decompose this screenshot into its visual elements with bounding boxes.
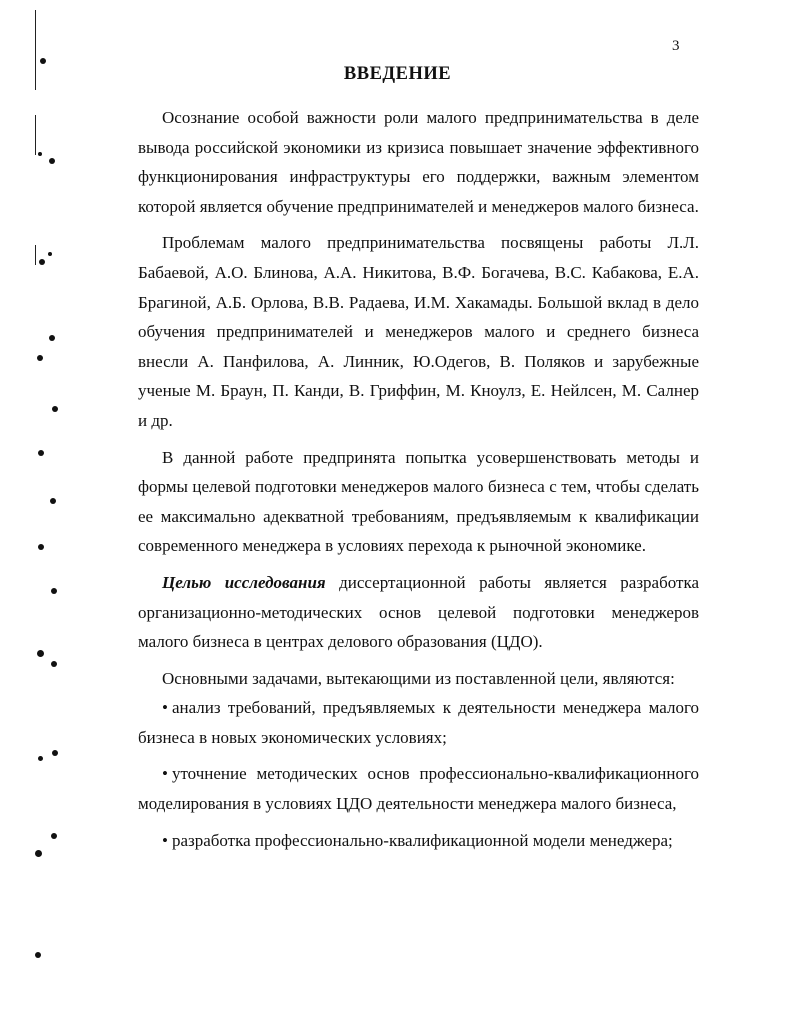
scan-artifact-dot (38, 544, 44, 550)
scan-artifact-dot (50, 498, 56, 504)
scan-artifact-dot (39, 259, 45, 265)
paragraph-goal (138, 568, 699, 657)
task-text: разработка профессионально-квалификационной модели менеджера; (171, 830, 673, 850)
body-text (138, 103, 699, 855)
scan-artifact-dot (51, 661, 57, 667)
scan-artifact-dot (35, 952, 41, 958)
scan-artifact-dot (51, 588, 57, 594)
scan-artifact-dot (37, 355, 43, 361)
list-item (138, 759, 699, 818)
bullet-icon: • (162, 698, 168, 718)
bullet-icon: • (162, 764, 168, 784)
scan-artifact-dot (52, 750, 58, 756)
scan-artifact-dot (38, 152, 42, 156)
scan-artifact-dot (52, 406, 58, 412)
paragraph-literature: Проблемам малого предпринимательства посвящены работы Л.Л. Бабаевой, А.О. Блинова, А.А. Никитова, В.Ф. Богачева, В.С. Кабакова, Е.А. Брагиной, А.Б. Орлова, В.В. Радаева, И.М. Хакамады. Большой вклад в дело обучения предпринимателей и менеджеров малого и среднего бизнеса внесли А. Панфилова, А. Линник, Ю.Одегов, В. Поляков и зарубежные ученые М. Браун, П. Канди, В. Гриффин, М. Кноулз, Е. Нейлсен, М. Салнер и др. (138, 233, 699, 430)
scan-artifact-dot (38, 450, 44, 456)
scan-artifact-dot (49, 158, 55, 164)
task-text: уточнение методических основ профессионально-квалификационного моделирования в условиях ЦДО деятельности менеджера малого бизнеса, (138, 764, 699, 814)
paragraph-intro: Осознание особой важности роли малого предпринимательства в деле вывода российской экономики из кризиса повышает значение эффективного функционирования инфраструктуры его поддержки, важным элементом которой является обучение предпринимателей и менеджеров малого бизнеса. (138, 108, 699, 216)
paragraph-tasks-intro: Основными задачами, вытекающими из поставленной цели, являются: (162, 668, 675, 688)
scan-artifact-dot (49, 335, 55, 341)
paragraph-aim-attempt: В данной работе предпринята попытка усовершенствовать методы и формы целевой подготовки менеджеров малого бизнеса с тем, чтобы сделать ее максимально адекватной требованиям, предъявляемым к квалификации современного менеджера в условиях перехода к рыночной экономике. (138, 447, 699, 556)
page-number: 3 (672, 38, 680, 54)
scan-artifact-dot (37, 650, 44, 657)
task-text: анализ требований, предъявляемых к деятельности менеджера малого бизнеса в новых экономических условиях; (138, 698, 699, 747)
scan-artifact-dot (51, 833, 57, 839)
scan-artifact-dot (38, 756, 43, 761)
page-title: ВВЕДЕНИЕ (343, 64, 452, 84)
bullet-icon: • (162, 830, 168, 850)
goal-text: диссертационной работы является разработка организационно-методических основ целевой подготовки менеджеров малого бизнеса в центрах делового образования (ЦДО). (138, 572, 699, 652)
scan-artifact-dot (35, 850, 42, 857)
list-item (138, 693, 699, 752)
scan-margin-line (35, 245, 36, 265)
scan-margin-line (35, 115, 36, 155)
list-item (138, 826, 699, 856)
scan-artifact-dot (48, 252, 52, 256)
goal-label: Целью исследования (162, 572, 326, 592)
